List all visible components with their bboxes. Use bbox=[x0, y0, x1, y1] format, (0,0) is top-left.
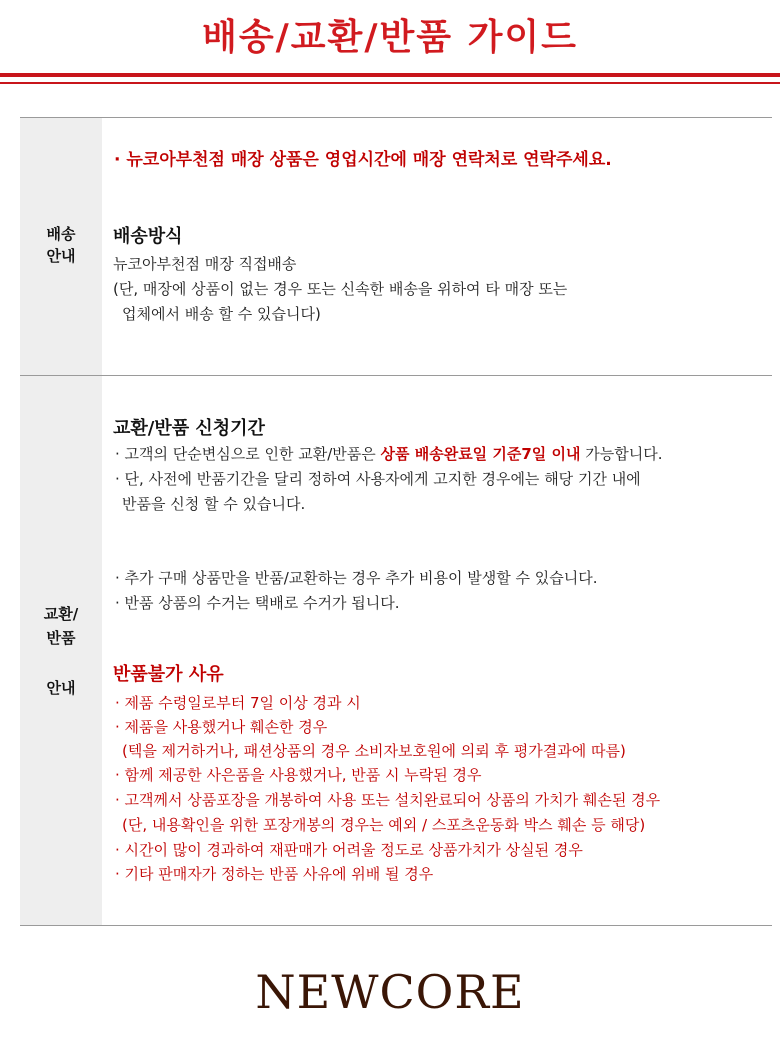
exchange-extra-line: · 추가 구매 상품만을 반품/교환하는 경우 추가 비용이 발생할 수 있습니다. bbox=[115, 569, 598, 587]
shipping-method-line: (단, 매장에 상품이 없는 경우 또는 신속한 배송을 위하여 타 매장 또는 bbox=[113, 280, 568, 298]
exchange-period-line: 반품을 신청 할 수 있습니다. bbox=[122, 495, 306, 513]
exchange-section-label: 교환/ bbox=[43, 605, 79, 623]
exchange-section-label: 안내 bbox=[46, 679, 76, 697]
nonreturn-line: · 제품 수령일로부터 7일 이상 경과 시 bbox=[115, 694, 361, 712]
shipping-section-label: 배송 안내 bbox=[46, 225, 76, 265]
nonreturn-line: (텍을 제거하거나, 패션상품의 경우 소비자보호원에 의뢰 후 평가결과에 따름) bbox=[122, 742, 626, 760]
shipping-method-line: 업체에서 배송 할 수 있습니다) bbox=[122, 305, 321, 323]
exchange-period-highlight: 상품 배송완료일 기준7일 이내 bbox=[380, 445, 581, 463]
section-divider bbox=[20, 375, 772, 376]
exchange-period-line: · 단, 사전에 반품기간을 달리 정하여 사용자에게 고지한 경우에는 해당 기간 내에 bbox=[115, 470, 641, 488]
nonreturn-heading: 반품불가 사유 bbox=[113, 664, 224, 685]
exchange-period-line bbox=[115, 444, 663, 464]
exchange-section-label: 반품 bbox=[46, 629, 76, 647]
table-top-border bbox=[20, 117, 772, 118]
exchange-extra-line: · 반품 상품의 수거는 택배로 수거가 됩니다. bbox=[115, 594, 400, 612]
exchange-sidebar bbox=[20, 376, 102, 925]
nonreturn-line: · 고객께서 상품포장을 개봉하여 사용 또는 설치완료되어 상품의 가치가 훼손된 경우 bbox=[115, 791, 661, 809]
nonreturn-line: (단, 내용확인을 위한 포장개봉의 경우는 예외 / 스포츠운동화 박스 훼손 등 해당) bbox=[122, 816, 646, 834]
shipping-notice: · 뉴코아부천점 매장 상품은 영업시간에 매장 연락처로 연락주세요. bbox=[114, 150, 612, 170]
newcore-logo: NEWCORE bbox=[255, 965, 525, 1019]
exchange-period-text: · 고객의 단순변심으로 인한 교환/반품은 bbox=[115, 445, 381, 463]
nonreturn-line: · 함께 제공한 사은품을 사용했거나, 반품 시 누락된 경우 bbox=[115, 766, 482, 784]
exchange-period-heading: 교환/반품 신청기간 bbox=[113, 418, 265, 439]
table-bottom-border bbox=[20, 925, 772, 926]
shipping-method-line: 뉴코아부천점 매장 직접배송 bbox=[113, 255, 297, 273]
shipping-method-heading: 배송방식 bbox=[113, 226, 183, 247]
nonreturn-line: · 시간이 많이 경과하여 재판매가 어려울 정도로 상품가치가 상실된 경우 bbox=[115, 841, 583, 859]
header-divider-thin bbox=[0, 82, 780, 84]
header-divider-thick bbox=[0, 73, 780, 77]
nonreturn-line: · 기타 판매자가 정하는 반품 사유에 위배 될 경우 bbox=[115, 865, 434, 883]
nonreturn-line: · 제품을 사용했거나 훼손한 경우 bbox=[115, 718, 328, 736]
page-title: 배송/교환/반품 가이드 bbox=[202, 17, 578, 58]
exchange-period-text: 가능합니다. bbox=[580, 445, 663, 463]
